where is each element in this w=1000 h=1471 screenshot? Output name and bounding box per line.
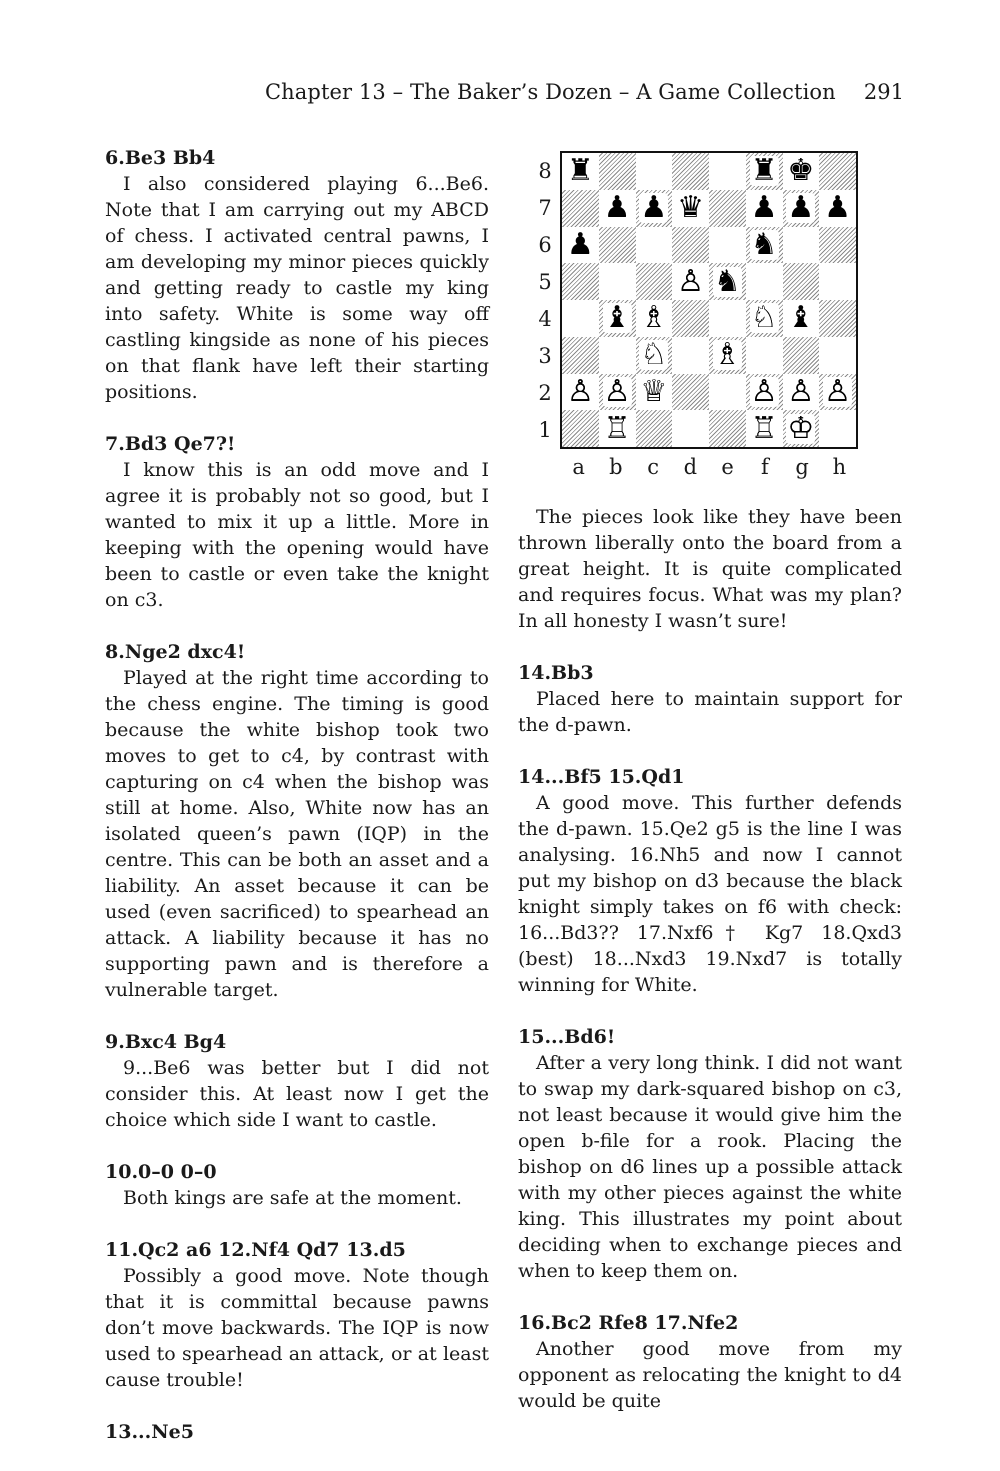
black-rook-icon: ♜: [750, 153, 778, 189]
board-square-e4: [709, 300, 746, 337]
board-square-g8: [783, 153, 820, 190]
white-king-icon: ♔: [787, 410, 815, 446]
annotation-section: [105, 1029, 489, 1133]
annotation-section: [105, 1419, 489, 1445]
annotation-section: [518, 764, 902, 998]
annotation-text: Possibly a good move. Note though that it is committal because pawns don’t move backwards. The IQP is now used to spearhead an attack, or at least cause trouble!: [105, 1265, 489, 1391]
black-queen-icon: ♛: [677, 190, 705, 226]
white-pawn-icon: ♙: [603, 373, 631, 409]
board-square-c1: [636, 410, 673, 447]
left-column: [105, 145, 489, 1471]
page-number: 291: [863, 80, 904, 104]
board-square-c8: [636, 153, 673, 190]
black-pawn-icon: ♟: [566, 226, 594, 262]
move-heading: 14...Bf5 15.Qd1: [518, 766, 685, 788]
board-square-g6: [783, 227, 820, 264]
rank-label: 8: [538, 159, 552, 183]
rank-label: 2: [538, 381, 552, 405]
move-heading: 9.Bxc4 Bg4: [105, 1031, 227, 1053]
file-label: f: [760, 455, 769, 479]
move-heading: 7.Bd3 Qe7?!: [105, 433, 236, 455]
board-square-b5: [599, 263, 636, 300]
white-queen-icon: ♕: [640, 373, 668, 409]
board-square-e3: [709, 337, 746, 374]
annotation-section: [518, 1310, 902, 1414]
board-square-h3: [819, 337, 856, 374]
board-square-f3: [746, 337, 783, 374]
board-square-f5: [746, 263, 783, 300]
board-square-f7: [746, 190, 783, 227]
annotation-section: [105, 1159, 489, 1211]
board-square-e2: [709, 374, 746, 411]
board-square-b1: [599, 410, 636, 447]
board-square-c7: [636, 190, 673, 227]
move-heading: 8.Nge2 dxc4!: [105, 641, 246, 663]
annotation-text: After a very long think. I did not want to swap my dark-squared bishop on c3, not least because it would give him the open b-file for a rook. Placing the bishop on d6 lines up a possible attack with my other pieces against the white king. This illustrates my point about deciding when to exchange pieces and when to keep them on.: [518, 1052, 902, 1282]
move-heading: 16.Bc2 Rfe8 17.Nfe2: [518, 1312, 739, 1334]
white-pawn-icon: ♙: [750, 373, 778, 409]
file-labels: [560, 455, 858, 479]
black-pawn-icon: ♟: [824, 190, 852, 226]
board-square-b3: [599, 337, 636, 374]
board-square-a7: [562, 190, 599, 227]
board-square-e7: [709, 190, 746, 227]
annotation-text: 9...Be6 was better but I did not consider this. At least now I get the choice which side I want to castle.: [105, 1057, 489, 1131]
rank-label: 7: [538, 196, 552, 220]
board-square-h6: [819, 227, 856, 264]
file-label: g: [795, 455, 809, 479]
annotation-section: [105, 145, 489, 405]
black-bishop-icon: ♝: [603, 300, 631, 336]
board-square-b7: [599, 190, 636, 227]
page-header: [0, 80, 1000, 110]
board-square-d4: [672, 300, 709, 337]
board-square-a4: [562, 300, 599, 337]
board-square-h2: [819, 374, 856, 411]
move-heading: 14.Bb3: [518, 662, 594, 684]
board-square-h4: [819, 300, 856, 337]
board-square-a6: [562, 227, 599, 264]
annotation-text: A good move. This further defends the d-pawn. 15.Qe2 g5 is the line I was analysing. 16.Nh5 and now I cannot put my bishop on d3 because the black knight simply takes on f6 with check: 16...Bd3?? 17.Nxf6† Kg7 18.Qxd3 (best) 18...Nxd3 19.Nxd7 is totally winning for White.: [518, 792, 902, 996]
file-label: h: [832, 455, 847, 479]
black-pawn-icon: ♟: [787, 190, 815, 226]
rank-label: 5: [538, 270, 552, 294]
board-square-g1: [783, 410, 820, 447]
board-square-e8: [709, 153, 746, 190]
rank-label: 6: [538, 233, 552, 257]
right-column: [518, 145, 902, 1440]
white-knight-icon: ♘: [750, 300, 778, 336]
board-square-a1: [562, 410, 599, 447]
board-square-f1: [746, 410, 783, 447]
board-square-e1: [709, 410, 746, 447]
board-square-g2: [783, 374, 820, 411]
white-pawn-icon: ♙: [566, 373, 594, 409]
white-bishop-icon: ♗: [713, 337, 741, 373]
board-square-f6: [746, 227, 783, 264]
move-heading: 11.Qc2 a6 12.Nf4 Qd7 13.d5: [105, 1239, 406, 1261]
white-knight-icon: ♘: [640, 337, 668, 373]
board-square-h7: [819, 190, 856, 227]
rank-label: 4: [538, 307, 552, 331]
annotation-text: I also considered playing 6...Be6. Note that I am carrying out my ABCD of chess. I activated central pawns, I am developing my minor pieces quickly and getting ready to castle my king into safety. White is some way off castling kingside as none of his pieces on that flank have left their starting positions.: [105, 173, 489, 403]
rank-label: 1: [538, 418, 552, 442]
board-square-b6: [599, 227, 636, 264]
annotation-section: [105, 431, 489, 613]
annotation-text: The pieces look like they have been thrown liberally onto the board from a great height. It is quite complicated and requires focus. What was my plan? In all honesty I wasn’t sure!: [518, 506, 902, 632]
file-label: a: [572, 455, 585, 479]
board-square-d3: [672, 337, 709, 374]
board-square-d2: [672, 374, 709, 411]
annotation-section: [518, 504, 902, 634]
board-square-d5: [672, 263, 709, 300]
move-heading: 6.Be3 Bb4: [105, 147, 216, 169]
rank-labels: [532, 153, 558, 449]
board-square-h1: [819, 410, 856, 447]
board-square-h8: [819, 153, 856, 190]
file-label: e: [721, 455, 734, 479]
white-pawn-icon: ♙: [824, 373, 852, 409]
board-square-a5: [562, 263, 599, 300]
board-square-c4: [636, 300, 673, 337]
board-square-d6: [672, 227, 709, 264]
move-heading: 13...Ne5: [105, 1421, 194, 1443]
black-pawn-icon: ♟: [640, 190, 668, 226]
file-label: d: [683, 455, 698, 479]
black-bishop-icon: ♝: [787, 300, 815, 336]
black-rook-icon: ♜: [566, 153, 594, 189]
rank-label: 3: [538, 344, 552, 368]
board-square-c2: [636, 374, 673, 411]
board-square-c3: [636, 337, 673, 374]
annotation-text: I know this is an odd move and I agree it is probably not so good, but I wanted to mix it up a little. More in keeping with the opening would have been to castle or even take the knight on c3.: [105, 459, 489, 611]
annotation-section: [518, 660, 902, 738]
board-square-g3: [783, 337, 820, 374]
file-label: c: [647, 455, 659, 479]
running-title: Chapter 13 – The Baker’s Dozen – A Game Collection: [265, 80, 836, 104]
board-square-c6: [636, 227, 673, 264]
board-square-f4: [746, 300, 783, 337]
board-square-a3: [562, 337, 599, 374]
board-square-a2: [562, 374, 599, 411]
annotation-section: [105, 639, 489, 1003]
black-knight-icon: ♞: [750, 226, 778, 262]
board-square-f2: [746, 374, 783, 411]
board-square-g4: [783, 300, 820, 337]
white-pawn-icon: ♙: [677, 263, 705, 299]
board-square-e6: [709, 227, 746, 264]
board-square-g7: [783, 190, 820, 227]
annotation-section: [105, 1237, 489, 1393]
white-pawn-icon: ♙: [787, 373, 815, 409]
black-knight-icon: ♞: [713, 263, 741, 299]
annotation-text: Both kings are safe at the moment.: [123, 1187, 462, 1209]
file-label: b: [609, 455, 623, 479]
black-pawn-icon: ♟: [603, 190, 631, 226]
annotation-text: Another good move from my opponent as relocating the knight to d4 would be quite: [518, 1338, 902, 1412]
board-square-c5: [636, 263, 673, 300]
white-bishop-icon: ♗: [640, 300, 668, 336]
board-square-b2: [599, 374, 636, 411]
board-square-b4: [599, 300, 636, 337]
annotation-section: [518, 1024, 902, 1284]
white-rook-icon: ♖: [603, 410, 631, 446]
black-pawn-icon: ♟: [750, 190, 778, 226]
move-heading: 10.0–0 0–0: [105, 1161, 217, 1183]
move-heading: 15...Bd6!: [518, 1026, 616, 1048]
black-king-icon: ♚: [787, 153, 815, 189]
board-square-g5: [783, 263, 820, 300]
annotation-text: Played at the right time according to the chess engine. The timing is good because the white bishop took two moves to get to c4, by contrast with capturing on c4 when the bishop was still at home. Also, White now has an isolated queen’s pawn (IQP) in the centre. This can be both an asset and a liability. An asset because it can be used (even sacrificed) to spearhead an attack. A liability because it has no supporting pawn and is therefore a vulnerable target.: [105, 667, 489, 1001]
board-square-d8: [672, 153, 709, 190]
board-square-f8: [746, 153, 783, 190]
board-square-e5: [709, 263, 746, 300]
white-rook-icon: ♖: [750, 410, 778, 446]
board-square-a8: [562, 153, 599, 190]
board-square-d7: [672, 190, 709, 227]
board-square-h5: [819, 263, 856, 300]
board-square-b8: [599, 153, 636, 190]
chess-diagram: [518, 145, 902, 490]
annotation-text: Placed here to maintain support for the d-pawn.: [518, 688, 902, 736]
chess-board: [560, 151, 858, 449]
board-square-d1: [672, 410, 709, 447]
